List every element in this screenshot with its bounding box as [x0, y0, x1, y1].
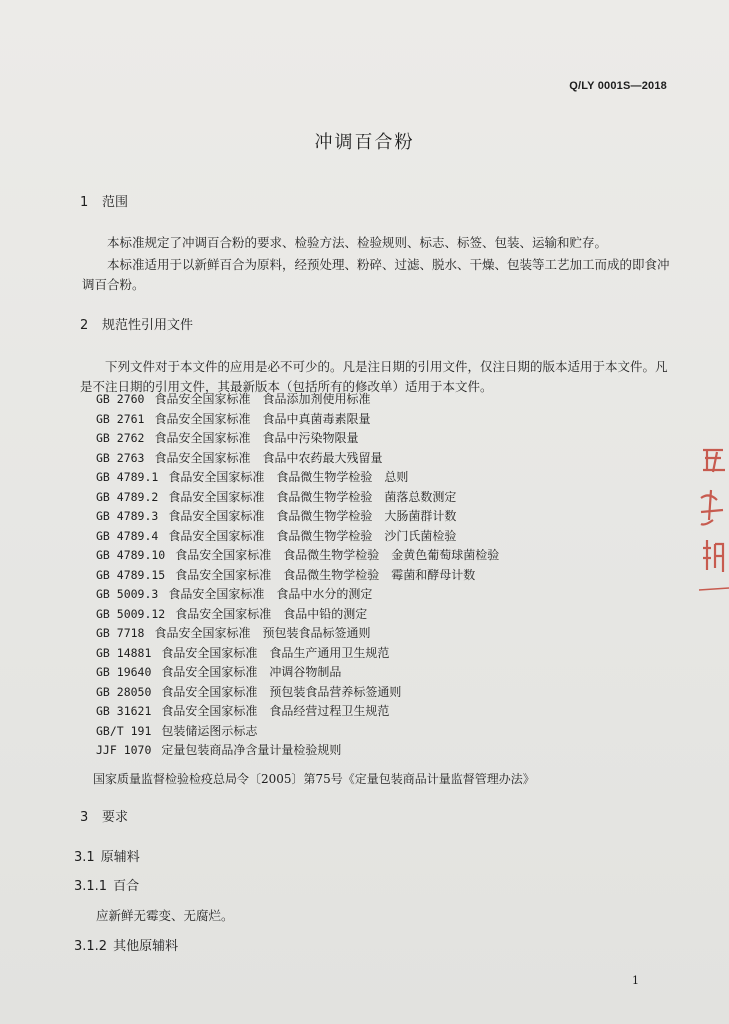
subsection-title: 百合 — [113, 879, 140, 894]
reference-title-part: 食品添加剂使用标准 — [262, 392, 371, 406]
reference-title-part: 食品微生物学检验 — [276, 470, 373, 484]
subsection-title: 原辅料 — [100, 850, 140, 865]
subsection-heading-lily — [74, 875, 139, 894]
document-title: 冲调百合粉 — [314, 132, 415, 153]
reference-item — [96, 566, 511, 586]
reference-code: GB 4789.1 — [96, 470, 159, 484]
reference-title-part: 食品中农药最大残留量 — [262, 450, 383, 465]
reference-title-part: 金黄色葡萄球菌检验 — [391, 548, 500, 562]
reference-title-part: 食品安全国家标准 — [168, 528, 265, 543]
reference-item — [96, 390, 511, 410]
reference-code: GB 28050 — [96, 684, 152, 699]
reference-title-part: 食品生产通用卫生规范 — [269, 645, 390, 660]
section-heading-requirements — [80, 806, 128, 825]
reference-title-part: 食品经营过程卫生规范 — [269, 704, 390, 718]
reference-code: GB 2762 — [96, 431, 145, 445]
reference-title-part: 食品安全国家标准 — [168, 489, 265, 504]
reference-title-part: 定量包装商品净含量计量检验规则 — [161, 743, 342, 757]
reference-title-part: 食品安全国家标准 — [168, 470, 265, 484]
reference-title-part: 食品安全国家标准 — [154, 392, 251, 406]
reference-item — [96, 702, 511, 722]
scope-paragraph-2: 本标准适用于以新鲜百合为原料，经预处理、粉碎、过滤、脱水、干燥、包装等工艺加工而成的即食冲调百合粉。 — [82, 257, 670, 292]
section-number: 1 — [80, 195, 89, 210]
reference-title-part: 食品安全国家标准 — [154, 431, 251, 445]
reference-title-part: 食品安全国家标准 — [168, 587, 265, 601]
reference-title-part: 食品中污染物限量 — [262, 431, 359, 445]
reference-code: GB 4789.2 — [96, 489, 159, 504]
references-intro: 下列文件对于本文件的应用是必不可少的。凡是注日期的引用文件，仅注日期的版本适用于本文件。凡是不注日期的引用文件，其最新版本（包括所有的修改单）适用于本文件。 — [80, 359, 668, 394]
reference-list — [96, 390, 511, 761]
section-title: 要求 — [102, 810, 129, 825]
section-title: 范围 — [102, 195, 129, 210]
reference-title-part: 食品微生物学检验 — [283, 548, 380, 562]
reference-item — [96, 546, 511, 566]
reference-title-part: 食品安全国家标准 — [154, 411, 251, 426]
reference-code: GB 7718 — [96, 626, 145, 640]
reference-title-part: 食品安全国家标准 — [154, 626, 251, 640]
reference-title-part: 食品安全国家标准 — [161, 665, 258, 679]
reference-code: GB 4789.4 — [96, 528, 159, 543]
reference-title-part: 预包装食品标签通则 — [262, 626, 371, 640]
reference-title-part: 冲调谷物制品 — [269, 665, 342, 679]
reference-code: GB 5009.3 — [96, 587, 159, 601]
reference-code: GB 14881 — [96, 645, 152, 660]
reference-code: GB 19640 — [96, 665, 152, 679]
reference-title-part: 预包装食品营养标签通则 — [269, 684, 402, 699]
reference-code: GB 31621 — [96, 704, 152, 718]
subsection-number: 3.1 — [74, 850, 95, 865]
reference-title-part: 食品中真菌毒素限量 — [262, 411, 371, 426]
reference-code: JJF 1070 — [96, 743, 152, 757]
section-heading-scope — [80, 191, 128, 210]
reference-code: GB 4789.10 — [96, 548, 166, 562]
section-title: 规范性引用文件 — [102, 318, 194, 333]
reference-title-part: 食品安全国家标准 — [175, 548, 272, 562]
subsection-number: 3.1.1 — [74, 879, 108, 894]
reference-title-part: 沙门氏菌检验 — [384, 528, 457, 543]
reference-title-part: 食品安全国家标准 — [154, 450, 251, 465]
reference-item — [96, 527, 511, 547]
reference-item — [96, 585, 511, 605]
reference-item — [96, 683, 511, 703]
reference-title-part: 食品中水分的测定 — [276, 587, 373, 601]
subsection-heading-other-materials — [74, 935, 178, 954]
subsection-heading-raw-materials — [74, 846, 140, 865]
subsection-title: 其他原辅料 — [113, 939, 179, 954]
reference-item — [96, 488, 511, 508]
reference-item — [96, 468, 511, 488]
reference-code: GB 4789.15 — [96, 567, 166, 582]
section-heading-references — [80, 314, 193, 333]
standard-code: Q/LY 0001S—2018 — [569, 80, 667, 92]
section-number: 3 — [80, 810, 89, 825]
reference-item — [96, 507, 511, 527]
scope-paragraph-1: 本标准规定了冲调百合粉的要求、检验方法、检验规则、标志、标签、包装、运输和贮存。 — [107, 235, 608, 250]
reference-title-part: 食品安全国家标准 — [161, 704, 258, 718]
reference-title-part: 包装储运图示标志 — [161, 723, 258, 738]
reference-title-part: 食品安全国家标准 — [175, 567, 272, 582]
reference-title-part: 大肠菌群计数 — [384, 509, 457, 523]
reference-title-part: 霉菌和酵母计数 — [391, 567, 476, 582]
reference-item — [96, 410, 511, 430]
reference-title-part: 总则 — [384, 470, 409, 484]
seal-stamp-icon — [693, 440, 729, 600]
reference-code: GB 4789.3 — [96, 509, 159, 523]
decree-reference: 国家质量监督检验检疫总局令〔2005〕第75号《定量包装商品计量监督管理办法》 — [93, 772, 535, 786]
subsection-number: 3.1.2 — [74, 939, 108, 954]
section-number: 2 — [80, 318, 89, 333]
reference-code: GB 5009.12 — [96, 606, 166, 621]
reference-title-part: 食品安全国家标准 — [168, 509, 265, 523]
reference-title-part: 食品安全国家标准 — [175, 606, 272, 621]
reference-item — [96, 605, 511, 625]
reference-item — [96, 644, 511, 664]
reference-item — [96, 663, 511, 683]
reference-title-part: 食品安全国家标准 — [161, 684, 258, 699]
reference-code: GB 2760 — [96, 392, 145, 406]
reference-title-part: 食品微生物学检验 — [283, 567, 380, 582]
reference-item — [96, 449, 511, 469]
reference-code: GB 2761 — [96, 411, 145, 426]
reference-title-part: 菌落总数测定 — [384, 489, 457, 504]
reference-title-part: 食品安全国家标准 — [161, 645, 258, 660]
lily-requirement-text: 应新鲜无霉变、无腐烂。 — [96, 908, 234, 923]
reference-title-part: 食品微生物学检验 — [276, 509, 373, 523]
reference-item — [96, 429, 511, 449]
reference-title-part: 食品中铅的测定 — [283, 606, 368, 621]
reference-code: GB 2763 — [96, 450, 145, 465]
reference-item — [96, 741, 511, 761]
reference-code: GB/T 191 — [96, 723, 152, 738]
page-number: 1 — [632, 974, 639, 987]
reference-title-part: 食品微生物学检验 — [276, 528, 373, 543]
reference-title-part: 食品微生物学检验 — [276, 489, 373, 504]
reference-item — [96, 722, 511, 742]
reference-item — [96, 624, 511, 644]
